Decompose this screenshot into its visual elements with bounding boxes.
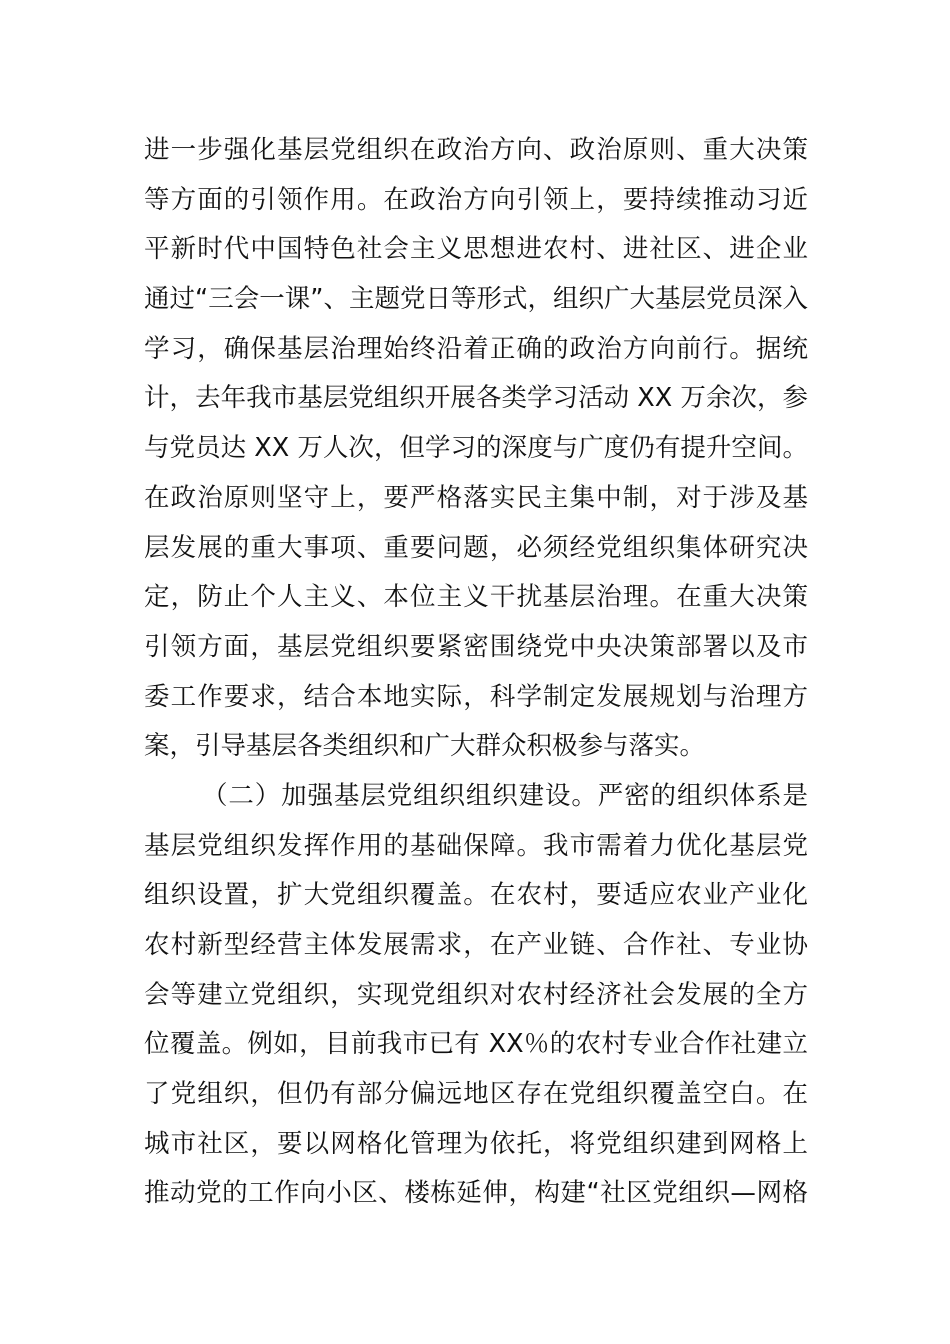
text-line: 平新时代中国特色社会主义思想进农村、进社区、进企业 [144, 234, 808, 265]
text-line: 组织设置，扩大党组织覆盖。在农村，要适应农业产业化 [144, 880, 808, 911]
text-line: 委工作要求，结合本地实际，科学制定发展规划与治理方 [144, 681, 808, 712]
text-line: 定，防止个人主义、本位主义干扰基层治理。在重大决策 [144, 582, 808, 613]
text-line: 通过“三会一课”、主题党日等形式，组织广大基层党员深入 [144, 284, 808, 315]
text-line: 层发展的重大事项、重要问题，必须经党组织集体研究决 [144, 532, 808, 563]
text-line: 会等建立党组织，实现党组织对农村经济社会发展的全方 [144, 979, 808, 1010]
text-line: 推动党的工作向小区、楼栋延伸，构建“社区党组织—网格 [144, 1178, 808, 1209]
text-line: 农村新型经营主体发展需求，在产业链、合作社、专业协 [144, 930, 808, 960]
text-line: 进一步强化基层党组织在政治方向、政治原则、重大决策 [144, 135, 808, 165]
text-line: 基层党组织发挥作用的基础保障。我市需着力优化基层党 [144, 830, 808, 861]
text-line: 等方面的引领作用。在政治方向引领上，要持续推动习近 [144, 184, 808, 215]
text-line: 计，去年我市基层党组织开展各类学习活动 XX 万余次，参 [144, 383, 808, 414]
paragraph-end-line: 案，引导基层各类组织和广大群众积极参与落实。 [144, 731, 706, 762]
text-line: 了党组织，但仍有部分偏远地区存在党组织覆盖空白。在 [144, 1079, 808, 1110]
text-line: 城市社区，要以网格化管理为依托，将党组织建到网格上 [144, 1128, 808, 1159]
body-text [144, 126, 808, 1219]
text-line: 在政治原则坚守上，要严格落实民主集中制，对于涉及基 [144, 482, 808, 513]
text-line: 与党员达 XX 万人次，但学习的深度与广度仍有提升空间。 [144, 433, 808, 464]
text-line: 学习，确保基层治理始终沿着正确的政治方向前行。据统 [144, 333, 808, 364]
text-line: 位覆盖。例如，目前我市已有 XX％的农村专业合作社建立 [144, 1029, 808, 1060]
text-line: 引领方面，基层党组织要紧密围绕党中央决策部署以及市 [144, 631, 808, 662]
section-heading-line: （二）加强基层党组织组织建设。严密的组织体系是 [202, 780, 808, 811]
